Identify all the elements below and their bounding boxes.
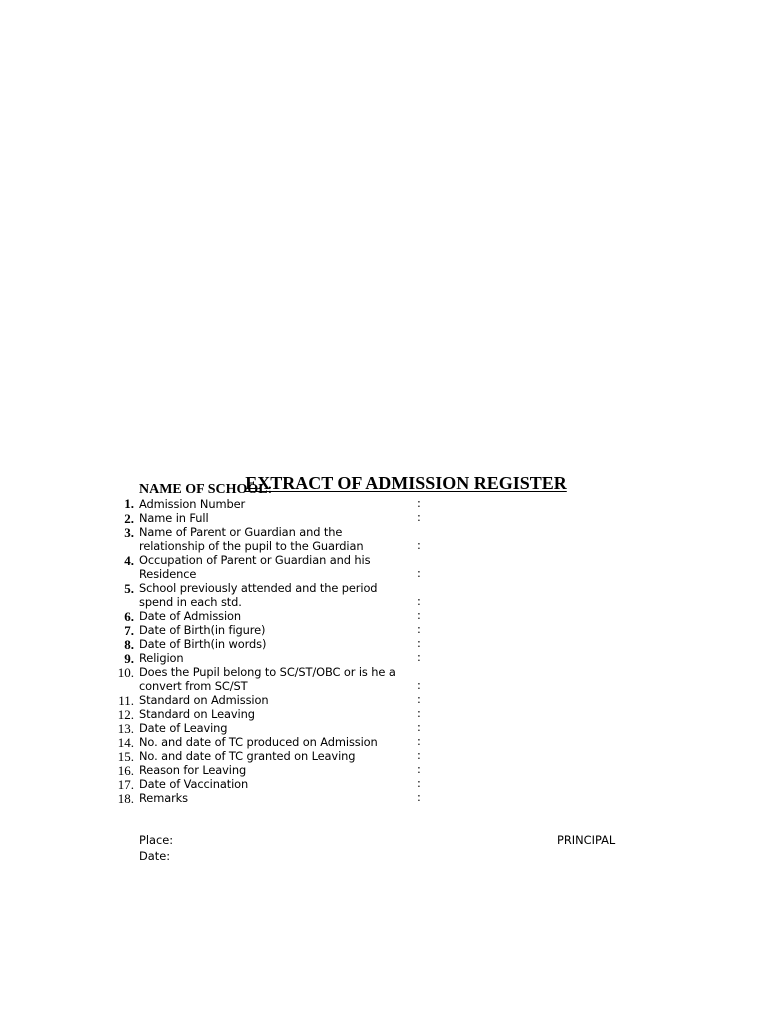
field-label: Name in Full [139,511,209,525]
field-separator: : [417,720,421,734]
place-label: Place: [139,833,174,847]
register-field [0,707,768,721]
register-field [0,496,768,511]
field-number: 5. [124,581,134,596]
register-field [0,735,768,749]
field-separator: : [417,678,421,692]
field-label: Date of Vaccination [139,777,249,791]
field-label: Standard on Admission [139,693,269,707]
field-number: 12. [117,707,134,722]
field-label: Date of Admission [139,609,242,623]
register-field [0,525,768,553]
field-label: Date of Leaving [139,721,228,735]
field-label: Remarks [139,791,189,805]
field-label: Date of Birth(in figure) [139,623,266,637]
field-number: 17. [117,777,134,792]
field-number: 2. [124,511,134,526]
register-field [0,637,768,651]
date-label: Date: [139,849,171,863]
field-separator: : [417,790,421,804]
field-number: 9. [124,651,134,666]
field-separator: : [417,566,421,580]
register-field [0,693,768,707]
register-field [0,791,768,805]
field-label: Reason for Leaving [139,763,247,777]
field-label: No. and date of TC granted on Leaving [139,749,356,763]
register-field [0,581,768,609]
register-field [0,511,768,525]
field-label: Does the Pupil belong to SC/ST/OBC or is he a convert from SC/ST [139,665,396,693]
field-label: No. and date of TC produced on Admission [139,735,378,749]
register-field [0,665,768,693]
field-label: Name of Parent or Guardian and the relationship of the pupil to the Guardian [139,525,364,553]
register-field [0,763,768,777]
field-separator: : [417,538,421,552]
field-separator: : [417,608,421,622]
field-separator: : [417,496,421,510]
register-field [0,553,768,581]
field-separator: : [417,706,421,720]
field-separator: : [417,636,421,650]
principal-signature-label: PRINCIPAL [557,833,616,847]
field-number: 10. [117,665,134,680]
school-name-label: NAME OF SCHOOL: [139,482,273,497]
field-separator: : [417,748,421,762]
field-number: 4. [124,553,134,568]
field-separator: : [417,622,421,636]
register-field [0,721,768,735]
field-number: 1. [124,496,134,511]
field-label: Occupation of Parent or Guardian and his Residence [139,553,371,581]
register-field [0,749,768,763]
field-separator: : [417,510,421,524]
field-number: 14. [117,735,134,750]
field-number: 6. [124,609,134,624]
field-number: 3. [124,525,134,540]
field-label: Admission Number [139,497,246,511]
field-separator: : [417,692,421,706]
document-title-wrap [0,460,768,497]
field-number: 13. [117,721,134,736]
field-label: Date of Birth(in words) [139,637,267,651]
field-label: Standard on Leaving [139,707,255,721]
register-fields-list [0,496,768,805]
field-separator: : [417,734,421,748]
register-field [0,609,768,623]
field-label: School previously attended and the period spend in each std. [139,581,378,609]
register-field [0,623,768,637]
field-number: 18. [117,791,134,806]
field-separator: : [417,776,421,790]
field-number: 8. [124,637,134,652]
document-title: EXTRACT OF ADMISSION REGISTER [245,473,567,493]
field-separator: : [417,650,421,664]
field-number: 15. [117,749,134,764]
field-label: Religion [139,651,184,665]
field-number: 11. [118,693,134,708]
field-separator: : [417,762,421,776]
field-number: 16. [117,763,134,778]
register-field [0,777,768,791]
field-separator: : [417,594,421,608]
field-number: 7. [124,623,134,638]
register-field [0,651,768,665]
